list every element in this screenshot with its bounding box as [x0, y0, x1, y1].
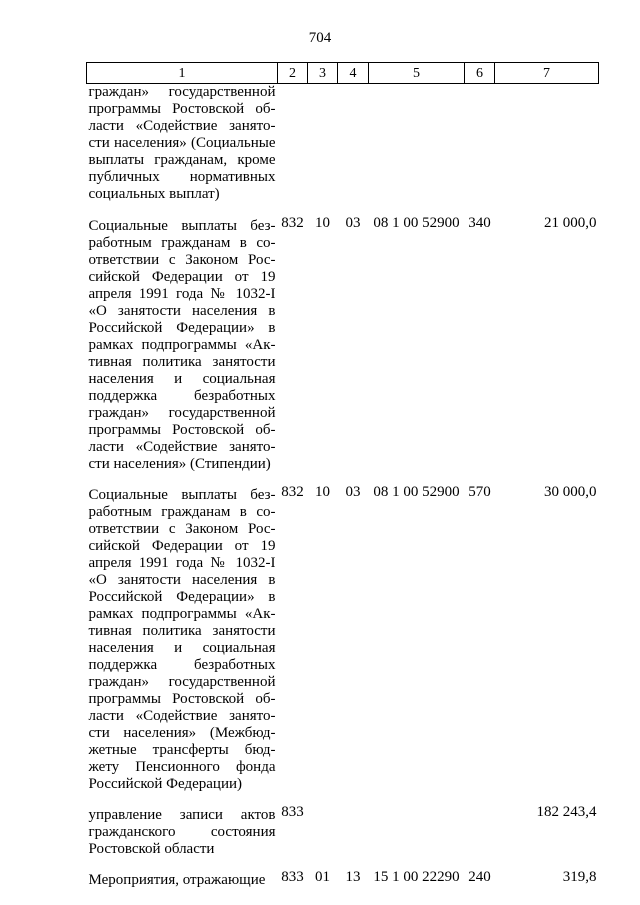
row-amount: 30 000,0: [544, 484, 597, 500]
column-header-ministry: 2: [278, 63, 308, 84]
column-header-target: 5: [369, 63, 465, 84]
row-section: [308, 804, 338, 869]
table-row: [87, 804, 599, 869]
row-expense-type: 570: [468, 484, 491, 500]
column-header-subsection: 4: [338, 63, 369, 84]
column-header-section: 3: [308, 63, 338, 84]
row-target: [369, 84, 465, 216]
page-number: 704: [308, 30, 332, 46]
row-ministry: 832: [281, 215, 304, 231]
row-expense-type: 340: [468, 215, 491, 231]
row-amount: 21 000,0: [544, 215, 597, 231]
row-ministry: 833: [281, 869, 304, 885]
table-row: [87, 84, 599, 216]
row-section: 10: [315, 215, 330, 231]
row-expense-type: 240: [468, 869, 491, 885]
row-target: 08 1 00 52900: [373, 215, 460, 231]
table-header-row: [87, 63, 599, 84]
row-amount: 319,8: [562, 869, 597, 885]
row-amount: 182 243,4: [536, 804, 597, 820]
column-header-amount: 7: [495, 63, 599, 84]
row-name: Социальные выплаты безработным гражданам в соответствии с Законом Российской Федерации от 19 апреля 1991 года № 1032-I «О занятости населения в Российской Федерации» в рамках подпрограммы «Активная политика занятости населения и социальная поддержка безработных граждан» государственной программы Ростовской области «Содействие занятости населения» (Межбюджетные трансферты бюджету Пенсионного фонда Российской Федерации): [88, 487, 276, 792]
row-subsection: 03: [345, 215, 361, 231]
table-row: [87, 869, 599, 889]
row-subsection: 13: [345, 869, 361, 885]
row-ministry: [278, 84, 308, 216]
row-section: 10: [315, 484, 330, 500]
row-target: [369, 804, 465, 869]
table-row: [87, 484, 599, 804]
row-target: 15 1 00 22290: [373, 869, 460, 885]
row-expense-type: [465, 84, 495, 216]
row-ministry: 833: [281, 804, 304, 820]
row-name: управление записи актов гражданского состояния Ростовской области: [88, 807, 276, 857]
row-ministry: 832: [281, 484, 304, 500]
column-header-name: 1: [87, 63, 278, 84]
row-name: граждан» государственной программы Ростовской области «Содействие занятости населения» (Социальные выплаты гражданам, кроме публичных нормативных социальных выплат): [88, 84, 276, 202]
row-expense-type: [465, 804, 495, 869]
row-name: Социальные выплаты безработным гражданам в соответствии с Законом Российской Федерации от 19 апреля 1991 года № 1032-I «О занятости населения в Российской Федерации» в рамках подпрограммы «Активная политика занятости населения и социальная поддержка безработных граждан» государственной программы Ростовской области «Содействие занятости населения» (Стипендии): [88, 218, 276, 472]
row-subsection: [338, 804, 369, 869]
column-header-expense-type: 6: [465, 63, 495, 84]
row-section: 01: [315, 869, 330, 885]
table-row: [87, 215, 599, 484]
row-amount: [495, 84, 599, 216]
row-section: [308, 84, 338, 216]
row-target: 08 1 00 52900: [373, 484, 460, 500]
row-subsection: 03: [345, 484, 361, 500]
budget-table: [86, 62, 599, 889]
row-subsection: [338, 84, 369, 216]
row-name: Мероприятия, отражающие: [88, 872, 266, 888]
